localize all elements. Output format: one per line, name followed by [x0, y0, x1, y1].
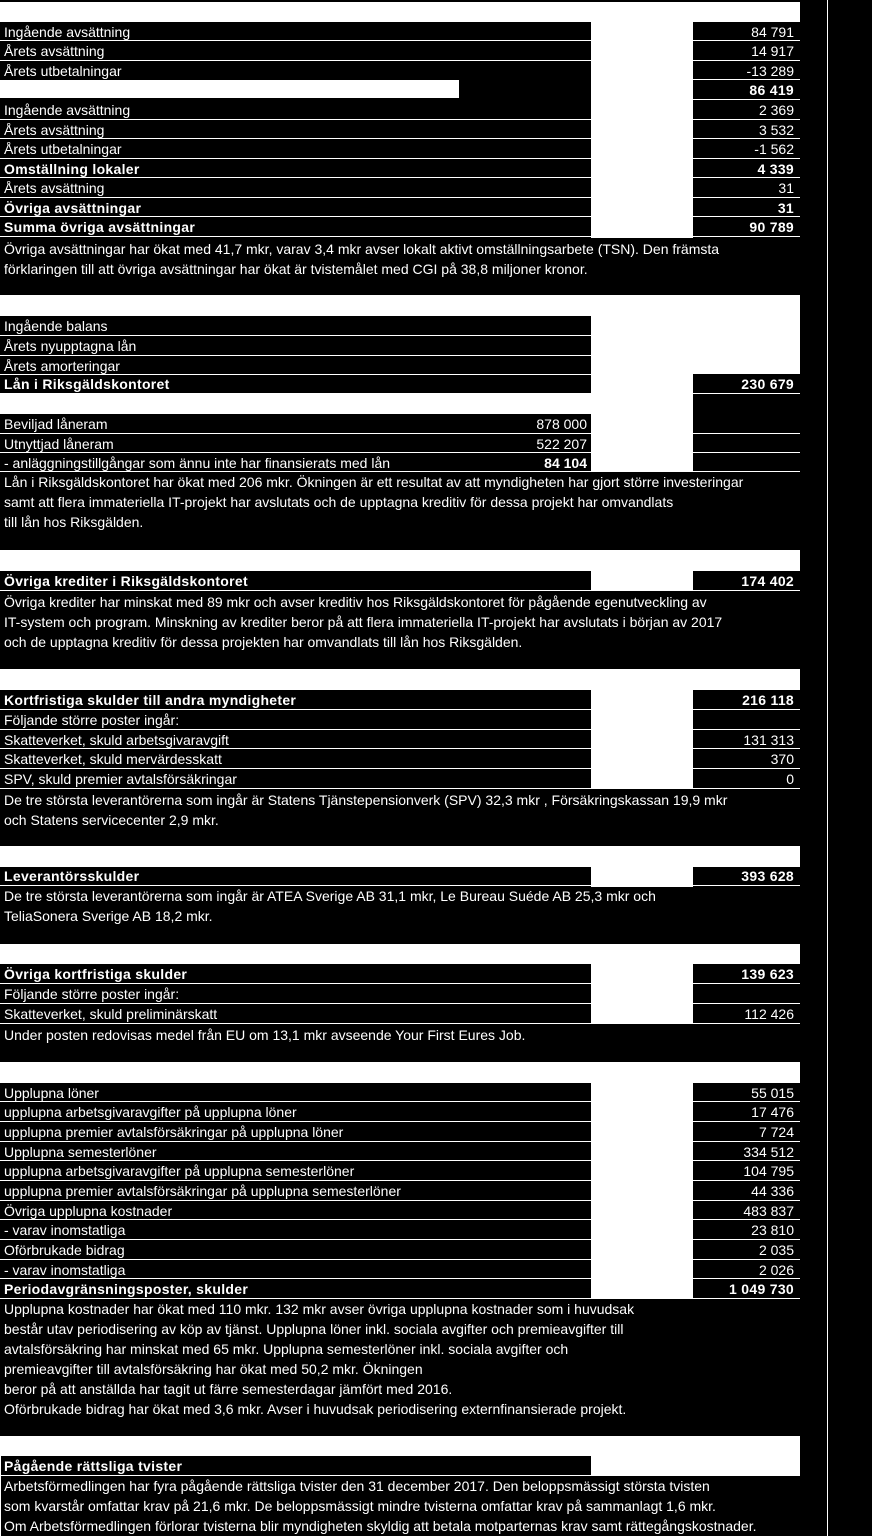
- row-divider: [0, 1239, 591, 1240]
- row-divider: [0, 119, 591, 120]
- row-divider: [693, 748, 800, 749]
- row-divider: [0, 60, 591, 61]
- table-row: [0, 1142, 800, 1162]
- row-divider: [693, 138, 800, 139]
- section-band-7: [0, 1062, 800, 1083]
- row-divider: [0, 983, 800, 984]
- row-divider: [0, 1259, 591, 1260]
- row-value: 139 623: [741, 966, 794, 982]
- row-label: Upplupna löner: [4, 1085, 99, 1101]
- row-mid: 878 000: [536, 416, 587, 432]
- table-row: [0, 1083, 800, 1103]
- period-note: Upplupna kostnader har ökat med 110 mkr. 132 mkr avser övriga upplupna kostnader som i huvudsak består utav periodisering av köp av tjänst. Upplupna löner inkl. sociala avgifter och premieavgifter till avtalsförsäkring har minskat med 65 mkr. Upplupna semesterlöner inkl. sociala avgifter och premieavgifter till avtalsförsäkring har ökat med 50,2 mkr. Ökningen beror på att anställda har tagit ut färre semesterdagar jämfört med 2016. Oförbrukade bidrag har ökat med 3,6 mkr. Avser i huvudsak periodisering externfinansierade projekt.: [4, 1301, 635, 1417]
- row-label: Ingående avsättning: [4, 24, 131, 40]
- row-label: Årets nyupptagna lån: [4, 338, 137, 354]
- row-label: Omställning lokaler: [4, 161, 140, 177]
- row-value: -13 289: [746, 63, 794, 79]
- row-divider: [0, 355, 591, 356]
- row-value: 2 035: [758, 1242, 794, 1258]
- section-band-4: [0, 669, 800, 690]
- row-label: upplupna arbetsgivaravgifter på upplupna löner: [4, 1104, 297, 1120]
- row-divider: [693, 119, 800, 120]
- avsattningar-note: Övriga avsättningar har ökat med 41,7 mkr, varav 3,4 mkr avser lokalt aktivt omställningsarbete (TSN). Den främsta förklaringen till att övriga avsättningar har ökat är tvistemålet med CGI på 38,8 miljoner kronor.: [4, 241, 720, 277]
- table-row: [0, 120, 800, 140]
- krediter-row: [0, 571, 800, 591]
- table-row: [0, 1102, 800, 1122]
- page-right-border: [827, 0, 828, 1536]
- row-divider: [0, 1101, 591, 1102]
- row-divider: [0, 335, 591, 336]
- row-divider: [0, 1180, 591, 1181]
- row-label: upplupna premier avtalsförsäkringar på upplupna löner: [4, 1124, 344, 1140]
- row-value: 55 015: [751, 1085, 794, 1101]
- row-divider: [0, 393, 800, 394]
- row-divider: [693, 729, 800, 730]
- row-divider: [0, 40, 591, 41]
- row-label: Årets avsättning: [4, 122, 105, 138]
- row-divider: [0, 788, 800, 789]
- row-divider: [693, 79, 800, 80]
- table-row: [0, 1161, 800, 1181]
- row-divider: [0, 1023, 800, 1024]
- table-row: [0, 394, 800, 414]
- row-divider: [693, 197, 800, 198]
- row-label: Skatteverket, skuld preliminärskatt: [4, 1006, 218, 1022]
- row-label: Årets amorteringar: [4, 358, 120, 374]
- row-label: Följande större poster ingår:: [4, 986, 180, 1002]
- section-band-6: [0, 944, 800, 964]
- leverantor-row: [0, 866, 800, 886]
- row-label: Kortfristiga skulder till andra myndigheter: [4, 692, 297, 708]
- row-divider: [693, 1121, 800, 1122]
- table-row: [0, 453, 800, 473]
- section-band-8: [0, 1436, 800, 1456]
- row-value: 112 426: [744, 1006, 794, 1022]
- row-label: Utnyttjad låneram: [4, 436, 114, 452]
- row-label: Ingående avsättning: [4, 102, 131, 118]
- row-divider: [693, 1003, 800, 1004]
- row-value: 334 512: [743, 1144, 794, 1160]
- row-label: Övriga avsättningar: [4, 200, 142, 216]
- row-divider: [0, 768, 591, 769]
- table-row: [0, 178, 800, 198]
- row-label: Leverantörsskulder: [4, 868, 140, 884]
- row-label: upplupna premier avtalsförsäkringar på upplupna semesterlöner: [4, 1183, 401, 1199]
- tvister-note: Arbetsförmedlingen har fyra pågående rättsliga tvister den 31 december 2017. Den beloppsmässigt största tvisten som kvarstår omfattar krav på 21,6 mkr. De beloppsmässigt mindre tvisterna omfattar krav på sammanlagt 1,6 mkr. Om Arbetsförmedlingen förlorar tvisterna blir myndigheten skyldig att betala motparternas krav samt rättegångskostnader.: [4, 1478, 757, 1534]
- table-row-total: [0, 964, 800, 984]
- row-divider: [693, 216, 800, 217]
- table-row-total: [0, 159, 800, 179]
- row-label: Ingående balans: [4, 318, 108, 334]
- table-row: [0, 730, 800, 750]
- table-row: [0, 139, 800, 159]
- row-divider: [693, 1259, 800, 1260]
- row-divider: [0, 1219, 591, 1220]
- section-band-5: [0, 846, 800, 867]
- row-divider: [0, 729, 591, 730]
- row-value: 44 336: [751, 1183, 794, 1199]
- row-value: 1 049 730: [729, 1281, 794, 1297]
- row-divider: [0, 158, 591, 159]
- row-mid: 84 104: [544, 455, 587, 471]
- table-row: [0, 336, 800, 356]
- row-divider: [0, 1141, 591, 1142]
- row-value: 14 917: [751, 43, 794, 59]
- table-row: [0, 710, 800, 730]
- table-row: [0, 434, 800, 454]
- section-band-2: [0, 295, 800, 316]
- table-row-total: [0, 374, 800, 394]
- row-label: Följande större poster ingår:: [4, 712, 180, 728]
- row-label: Beviljad låneram: [4, 416, 108, 432]
- row-divider: [0, 138, 591, 139]
- table-row: [0, 100, 800, 120]
- row-value: 230 679: [741, 376, 794, 392]
- row-mid: 522 207: [536, 436, 587, 452]
- row-label: Årets avsättning: [4, 43, 105, 59]
- row-value: -1 562: [754, 141, 794, 157]
- row-divider: [0, 452, 591, 453]
- row-value: 104 795: [743, 1163, 794, 1179]
- kortfristiga-note: De tre största leverantörerna som ingår är Statens Tjänstepensionverk (SPV) 32,3 mkr , Försäkringskassan 19,9 mkr och Statens servicecenter 2,9 mkr.: [4, 792, 728, 828]
- row-value: 483 837: [743, 1203, 794, 1219]
- table-row: [0, 1122, 800, 1142]
- row-label: - varav inomstatliga: [4, 1262, 126, 1278]
- row-label: Årets avsättning: [4, 180, 105, 196]
- row-divider: [0, 197, 591, 198]
- row-label: - varav inomstatliga: [4, 1222, 126, 1238]
- row-value: 2 369: [758, 102, 794, 118]
- row-divider: [0, 748, 591, 749]
- table-row: [0, 316, 800, 336]
- ovrigakort-note: Under posten redovisas medel från EU om 13,1 mkr avseende Your First Eures Job.: [4, 1027, 526, 1043]
- row-divider: [693, 1239, 800, 1240]
- table-row-total: [0, 1279, 800, 1299]
- row-label: Pågående rättsliga tvister: [4, 1458, 183, 1474]
- table-row: [0, 1240, 800, 1260]
- leverantor-note: De tre största leverantörerna som ingår är ATEA Sverige AB 31,1 mkr, Le Bureau Suéde AB 25,3 mkr och TeliaSonera Sverige AB 18,2 mkr.: [4, 888, 656, 924]
- row-label: Övriga krediter i Riksgäldskontoret: [4, 573, 248, 589]
- table-row: [0, 1004, 800, 1024]
- row-divider: [693, 1200, 800, 1201]
- row-value: 7 724: [758, 1124, 794, 1140]
- row-divider: [693, 1278, 800, 1279]
- row-divider: [0, 1200, 591, 1201]
- row-label: Upplupna semesterlöner: [4, 1144, 157, 1160]
- table-row-total: [0, 80, 800, 100]
- row-value: 31: [778, 180, 794, 196]
- row-divider: [0, 374, 591, 375]
- table-row: [0, 769, 800, 789]
- row-value: 3 532: [758, 122, 794, 138]
- table-row: [0, 749, 800, 769]
- row-divider: [693, 1141, 800, 1142]
- row-divider: [0, 1278, 591, 1279]
- row-label: Summa övriga avsättningar: [4, 219, 196, 235]
- row-label: SPV, skuld premier avtalsförsäkringar: [4, 771, 237, 787]
- row-divider: [693, 40, 800, 41]
- row-divider: [0, 1003, 591, 1004]
- row-divider: [0, 177, 591, 178]
- row-value: 4 339: [757, 161, 794, 177]
- row-value: 86 419: [749, 82, 794, 98]
- row-label: - anläggningstillgångar som ännu inte har finansierats med lån: [4, 455, 391, 471]
- row-label: Periodavgränsningsposter, skulder: [4, 1281, 249, 1297]
- row-label: Skatteverket, skuld mervärdesskatt: [4, 751, 222, 767]
- table-row: [0, 356, 800, 376]
- table-row: [0, 22, 800, 42]
- table-row: [0, 984, 800, 1004]
- row-value: 174 402: [741, 573, 794, 589]
- row-value: 370: [770, 751, 794, 767]
- row-value: 2 026: [758, 1262, 794, 1278]
- row-label: Skatteverket, skuld arbetsgivaravgift: [4, 732, 229, 748]
- row-divider: [0, 1121, 591, 1122]
- table-row-total: [0, 217, 800, 237]
- row-divider: [693, 1101, 800, 1102]
- row-divider: [693, 1180, 800, 1181]
- row-divider: [693, 158, 800, 159]
- table-row: [0, 1181, 800, 1201]
- row-divider: [693, 1219, 800, 1220]
- table-row: [0, 1220, 800, 1240]
- row-divider: [693, 177, 800, 178]
- row-divider: [0, 590, 800, 591]
- krediter-note: Övriga krediter har minskat med 89 mkr och avser kreditiv hos Riksgäldskontoret för pågående egenutveckling av IT-system och program. Minskning av krediter beror på att flera immateriella IT-projekt har avslutats i början av 2017 och de upptagna kreditiv för dessa projekten har omvandlats till lån hos Riksgälden.: [4, 594, 723, 650]
- row-label: Oförbrukade bidrag: [4, 1242, 125, 1258]
- row-value: 131 313: [743, 732, 794, 748]
- row-divider: [693, 99, 800, 100]
- row-label: Lån i Riksgäldskontoret: [4, 376, 170, 392]
- row-value: 393 628: [741, 868, 794, 884]
- row-value: 17 476: [751, 1104, 794, 1120]
- row-value: 90 789: [749, 219, 794, 235]
- row-divider: [693, 60, 800, 61]
- row-label: upplupna arbetsgivaravgifter på upplupna semesterlöner: [4, 1163, 355, 1179]
- row-value: 0: [786, 771, 794, 787]
- table-row-total: [0, 198, 800, 218]
- lan-note: Lån i Riksgäldskontoret har ökat med 206 mkr. Ökningen är ett resultat av att myndigheten har gjort större investeringar samt att flera immateriella IT-projekt har avslutats och de upptagna kreditiv för dessa projekt har omvandlats till lån hos Riksgälden.: [4, 474, 744, 530]
- row-divider: [0, 433, 591, 434]
- row-divider: [0, 709, 800, 710]
- row-value: 23 810: [751, 1222, 794, 1238]
- table-row: [0, 1201, 800, 1221]
- row-divider: [693, 452, 800, 453]
- row-divider: [0, 1160, 591, 1161]
- row-label: Årets utbetalningar: [4, 141, 122, 157]
- table-row: [0, 1260, 800, 1280]
- section-band-3: [0, 550, 800, 571]
- tvister-row: [0, 1456, 800, 1476]
- table-row: [0, 414, 800, 434]
- row-divider: [0, 216, 591, 217]
- row-divider: [0, 236, 800, 237]
- row-value: 84 791: [751, 24, 794, 40]
- row-divider: [693, 433, 800, 434]
- section-band-1: [0, 2, 800, 22]
- table-row-total: [0, 690, 800, 710]
- row-label: Årets utbetalningar: [4, 63, 122, 79]
- row-divider: [693, 1160, 800, 1161]
- row-divider: [693, 768, 800, 769]
- table-row: [0, 61, 800, 81]
- table-row: [0, 41, 800, 61]
- row-value: 31: [777, 200, 794, 216]
- row-label: Övriga upplupna kostnader: [4, 1203, 173, 1219]
- row-label: Övriga kortfristiga skulder: [4, 966, 188, 982]
- row-value: 216 118: [742, 692, 794, 708]
